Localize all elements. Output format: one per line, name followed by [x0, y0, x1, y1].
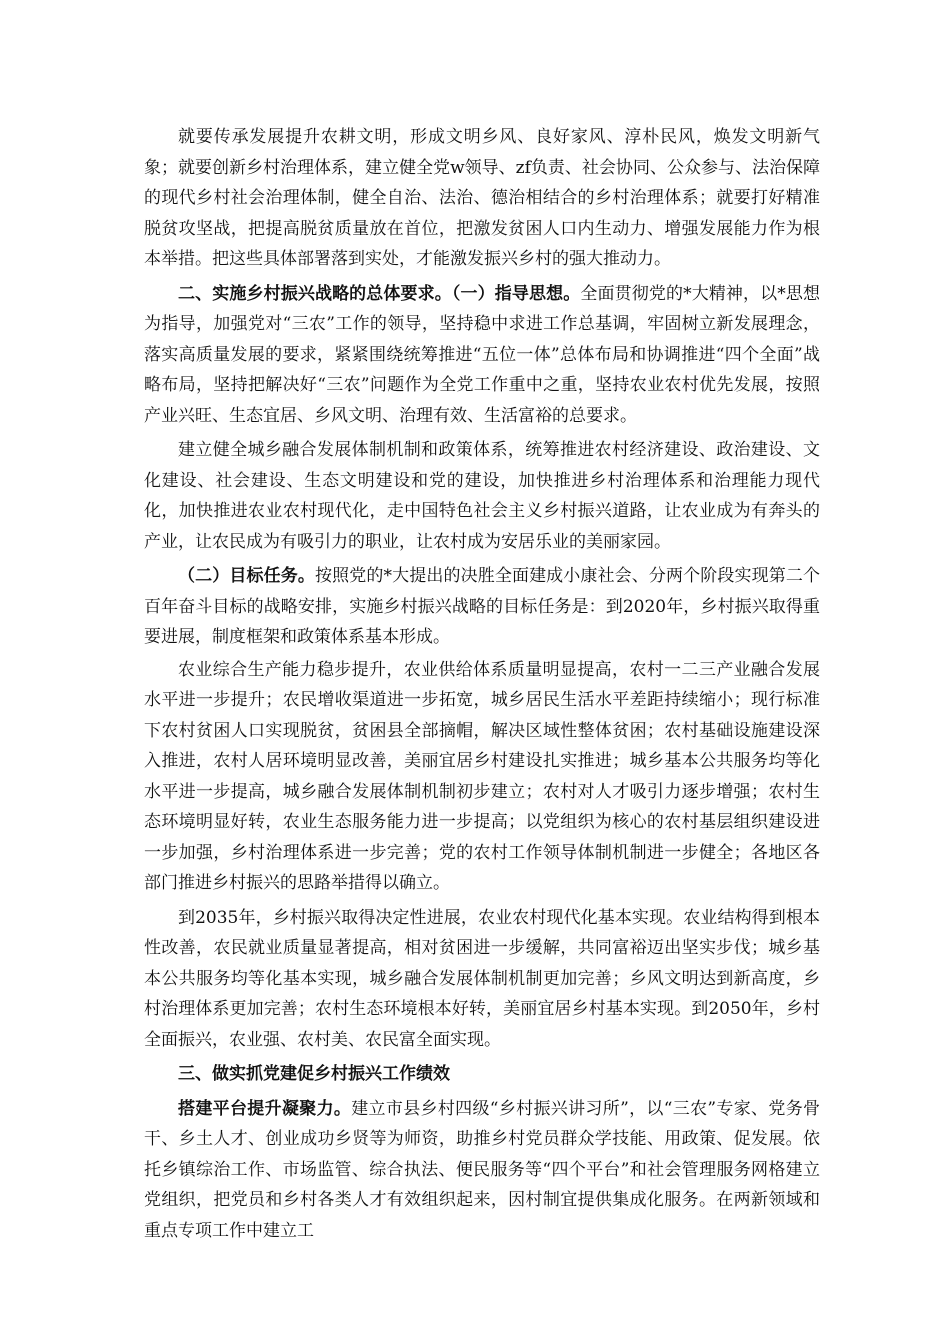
paragraph-3: 建立健全城乡融合发展体制机制和政策体系，统筹推进农村经济建设、政治建设、文化建设、社会建设、生态文明建设和党的建设，加快推进乡村治理体系和治理能力现代化，加快推进农业农村现代化，走中国特色社会主义乡村振兴道路，让农业成为有奔头的产业，让农民成为有吸引力的职业，让农村成为安居乐业的美丽家园。: [144, 440, 820, 552]
paragraph-2-body: 全面贯彻党的*大精神，以*思想为指导，加强党对“三农”工作的领导，坚持稳中求进工作总基调，牢固树立新发展理念，落实高质量发展的要求，紧紧围绕统筹推进“五位一体”总体布局和协调推进“四个全面”战略布局，坚持把解决好“三农”问题作为全党工作重中之重，坚持农业农村优先发展，按照产业兴旺、生态宜居、乡风文明、治理有效、生活富裕的总要求。: [144, 283, 821, 426]
paragraph-2: [144, 279, 820, 432]
paragraph-5: 农业综合生产能力稳步提升，农业供给体系质量明显提高，农村一二三产业融合发展水平进一步提升；农民增收渠道进一步拓宽，城乡居民生活水平差距持续缩小；现行标准下农村贫困人口实现脱贫，贫困县全部摘帽，解决区域性整体贫困；农村基础设施建设深入推进，农村人居环境明显改善，美丽宜居乡村建设扎实推进；城乡基本公共服务均等化水平进一步提高，城乡融合发展体制机制初步建立；农村对人才吸引力逐步增强；农村生态环境明显好转，农业生态服务能力进一步提高；以党组织为核心的农村基层组织建设进一步加强，乡村治理体系进一步完善；党的农村工作领导体制机制进一步健全；各地区各部门推进乡村振兴的思路举措得以确立。: [144, 659, 820, 893]
paragraph-6: 到2035年，乡村振兴取得决定性进展，农业农村现代化基本实现。农业结构得到根本性改善，农民就业质量显著提高，相对贫困进一步缓解，共同富裕迈出坚实步伐；城乡基本公共服务均等化基本实现，城乡融合发展体制机制更加完善；乡风文明达到新高度，乡村治理体系更加完善；农村生态环境根本好转，美丽宜居乡村基本实现。到2050年，乡村全面振兴，农业强、农村美、农民富全面实现。: [144, 907, 820, 1050]
paragraph-4: [144, 561, 820, 653]
section-3-heading: 三、做实抓党建促乡村振兴工作绩效: [178, 1064, 450, 1084]
paragraph-7-body: 建立市县乡村四级“乡村振兴讲习所”，以“三农”专家、党务骨干、乡土人才、创业成功乡贤等为师资，助推乡村党员群众学技能、用政策、促发展。依托乡镇综治工作、市场监管、综合执法、便民服务等“四个平台”和社会管理服务网格建立党组织，把党员和乡村各类人才有效组织起来，因村制宜提供集成化服务。在两新领域和重点专项工作中建立工: [144, 1098, 821, 1241]
document-page: [144, 122, 820, 1250]
section-2-heading: 二、实施乡村振兴战略的总体要求。: [178, 283, 452, 304]
subsection-goals-heading: （二）目标任务。: [178, 566, 315, 586]
subsection-guiding-ideology-heading: （一）指导思想。: [451, 283, 581, 304]
platform-heading: 搭建平台提升凝聚力。: [178, 1098, 352, 1119]
paragraph-4-body: 按照党的*大提出的决胜全面建成小康社会、分两个阶段实现第二个百年奋斗目标的战略安排，实施乡村振兴战略的目标任务是：到2020年，乡村振兴取得重要进展，制度框架和政策体系基本形成。: [144, 566, 821, 647]
paragraph-1: 就要传承发展提升农耕文明，形成文明乡风、良好家风、淳朴民风，焕发文明新气象；就要创新乡村治理体系，建立健全党w领导、zf负责、社会协同、公众参与、法治保障的现代乡村社会治理体制，健全自治、法治、德治相结合的乡村治理体系；就要打好精准脱贫攻坚战，把提高脱贫质量放在首位，把激发贫困人口内生动力、增强发展能力作为根本举措。把这些具体部署落到实处，才能激发振兴乡村的强大推动力。: [144, 127, 820, 269]
paragraph-7: [144, 1094, 820, 1247]
